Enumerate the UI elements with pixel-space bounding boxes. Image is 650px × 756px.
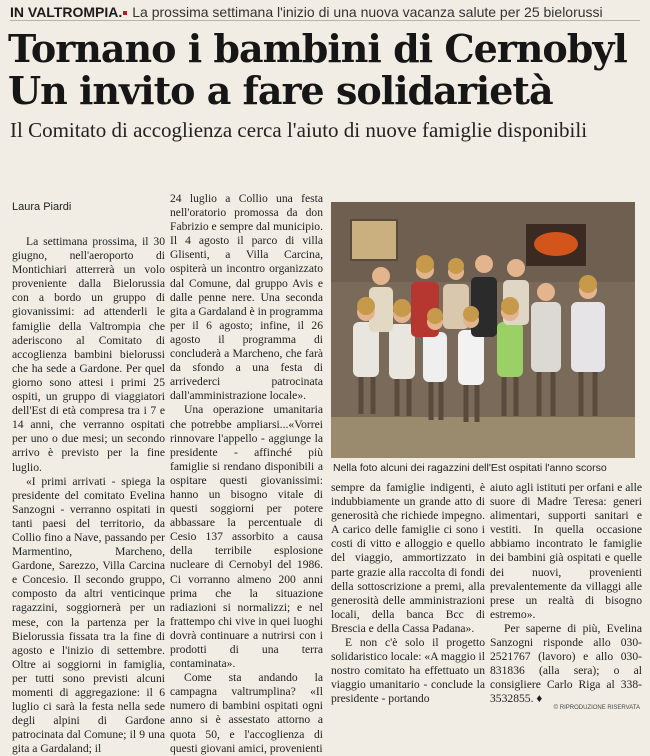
- col2-paragraph-2: Una operazione umanitaria che potrebbe ampliarsi...«Vorrei rinnovare l'appello - aggiunge la presidente - affinché più famiglie si rendano disponibili a ospitare questi giovanissimi: hanno un bisogno vitale di questi soggiorni per potere abbassare la percentuale di Cesio 137 assorbito a causa della terribile esplosione nucleare di Cernobyl del 1986. Ci vorranno almeno 200 anni prima che la situazione radiazioni si normalizzi; e nel frattempo chi vive in quei luoghi dovrà continuare a nutrirsi con i prodotti di una terra contaminata».: [170, 403, 323, 671]
- col3-paragraph-1: sempre da famiglie indigenti, è indubbiamente un grande atto di generosità che richiede impegno. A carico delle famiglie ci sono i costi di vitto e alloggio e quello del viaggio, ammortizzato in parte grazie alla raccolta di fondi della sottoscrizione a premi, alla generosità delle amministrazioni locali, della banca Bcc di Brescia e della Cassa Padana».: [331, 481, 485, 635]
- kicker-bullet-icon: [123, 11, 127, 15]
- author-byline: Laura Piardi: [12, 201, 72, 213]
- copyright-credit: © RIPRODUZIONE RISERVATA: [553, 705, 640, 711]
- col3-paragraph-2: E non c'è solo il progetto solidaristico locale: «A maggio il nostro comitato ha effettuato un viaggio umanitario - conclude la presidente - portando: [331, 636, 485, 706]
- col4-paragraph-1: aiuto agli istituti per orfani e alle suore di Madre Teresa: generi alimentari, supporti sanitari e vestiti. In quella occasione abbiamo incontrato le famiglie dei bambini già ospitati e quelle dei nuovi, provenienti prevalentemente da villaggi alle prese un realtà di bisogno estremo».: [490, 481, 642, 621]
- subheadline: Il Comitato di accoglienza cerca l'aiuto di nuove famiglie disponibili: [10, 118, 588, 142]
- kicker-line: [10, 4, 640, 21]
- article-column-2: [170, 192, 323, 755]
- group-photo: [331, 202, 635, 458]
- article-column-3: [331, 481, 485, 707]
- group-photo-illustration: [331, 202, 635, 458]
- kicker-text: La prossima settimana l'inizio di una nuova vacanza salute per 25 bielorussi: [132, 4, 603, 20]
- kicker-tag: IN VALTROMPIA.: [10, 4, 123, 20]
- col2-paragraph-3: Come sta andando la campagna valtrumplina? «Il numero di bambini ospitati ogni anno si è assestato attorno a quota 50, e l'accoglienza di questi giovani amici, provenienti: [170, 671, 323, 755]
- col1-paragraph-1: La settimana prossima, il 30 giugno, nell'aeroporto di Montichiari atterrerà un volo proveniente dalla Bielorussia con a bordo un gruppo di giovanissimi: ad attenderli le famiglie della Valtrompia che aderiscono al Comitato di accoglienza bambini bielorussi che ha sede a Gardone. Per quel giorno sono attesi i primi 25 ospiti, un gruppo di viaggiatori dell'Est di età compresa tra i 7 e 14 anni, che verranno ospitati per uno o due mesi; un secondo arrivo è previsto per la fine luglio.: [12, 235, 165, 474]
- col2-paragraph-1: 24 luglio a Collio una festa nell'oratorio promossa da don Fabrizio e sempre dal municipio. Il 4 agosto il parco di villa Glisenti, a Villa Carcina, ospiterà un incontro organizzato dal Comune, dal gruppo Avis e dalle penne nere. Una seconda gita a Gardaland è in programma per il 6 agosto; infine, il 26 agosto il programma di concluderà a Marcheno, che farà da sfondo a una festa di arrivederci patrocinata dall'amministrazione locale».: [170, 192, 323, 403]
- col1-paragraph-2: «I primi arrivati - spiega la presidente del comitato Evelina Sanzogni - verranno ospitati in tanti paesi del territorio, da Collio fino a Nave, passando per Marmentino, Marcheno, Gardone, Sarezzo, Villa Carcina e Concesio. Il secondo gruppo, composto da altri venticinque ragazzini, soggiornerà per un mese, con la partenza per la Bielorussia fissata tra la fine di agosto e l'inizio di settembre. Oltre ai soggiorni in famiglia, per tutti sono previsti alcuni momenti di aggregazione: il 6 luglio ci sarà la festa nella sede degli alpini di Gardone patrocinata dal Comune; il 9 una gita a Gardaland; il: [12, 474, 165, 756]
- article-column-4: [490, 481, 642, 707]
- col4-paragraph-2: Per saperne di più, Evelina Sanzogni risponde allo 030-2521767 (lavoro) e allo 030-831836 (alla sera); o al consigliere Carlo Riga al 338-3532855. ♦: [490, 621, 642, 706]
- headline-line-1: Tornano i bambini di Cernobyl: [8, 26, 627, 71]
- article-column-1: [12, 235, 165, 756]
- headline: [8, 28, 642, 112]
- photo-caption: Nella foto alcuni dei ragazzini dell'Est ospitati l'anno scorso: [333, 462, 607, 474]
- headline-line-2: Un invito a fare solidarietà: [8, 68, 553, 113]
